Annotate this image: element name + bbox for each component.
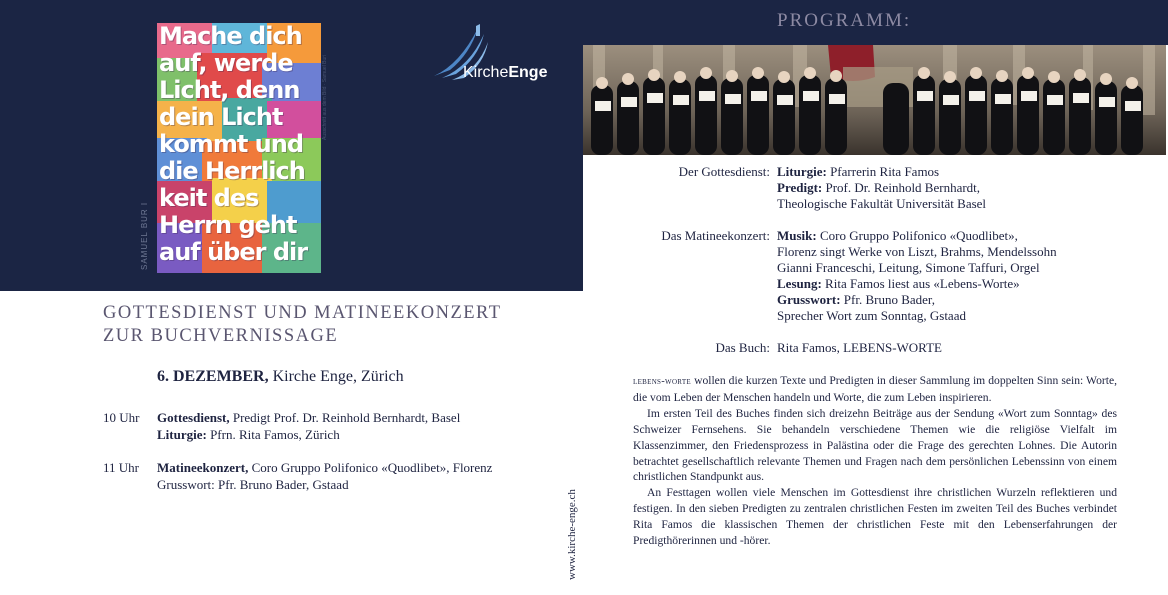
event-date-day: 6. DEZEMBER, — [157, 368, 269, 385]
event-date-venue: Kirche Enge, Zürich — [268, 368, 404, 385]
event-title-line-1: GOTTESDIENST UND MATINEEKONZERT — [103, 303, 502, 323]
cover-lettering-line: Herrn geht — [159, 211, 297, 239]
schedule-2-detail: Coro Gruppo Polifonico «Quodlibet», Florenz — [248, 460, 493, 475]
schedule-1-liturgy-label: Liturgie: — [157, 427, 207, 442]
description-paragraph-1-text: wollen die kurzen Texte und Predigten in dieser Sammlung im doppelten Sinn sein: Worte, die vom Leben der Menschen handeln und Worte, die zum Leben inspirieren. — [633, 374, 1117, 404]
schedule-item-2 — [157, 459, 492, 493]
logo-word-enge: Enge — [508, 64, 548, 81]
website-url[interactable]: www.kirche-enge.ch — [566, 489, 578, 580]
service-label: Der Gottesdienst: — [678, 164, 770, 179]
program-line — [777, 260, 1057, 276]
event-date — [157, 368, 404, 386]
program-line — [777, 164, 986, 180]
cover-lettering-line: kommt und — [159, 130, 303, 158]
schedule-item-1 — [157, 409, 460, 443]
program-line-text: Theologische Fakultät Universität Basel — [777, 196, 987, 211]
description-paragraph-1 — [633, 373, 1117, 406]
program-line — [777, 180, 986, 196]
program-line — [777, 308, 1057, 324]
description-paragraph-3: An Festtagen wollen viele Menschen im Gottesdienst ihre christlichen Wurzeln reflektieren und festigen. In den sieben Predigten zu zentralen christlichen Festen im zweiten Teil des Buches verbindet Rita Famos die klassischen Themen der christlichen Feste mit den Lebenserfahrungen der Predigthörerinnen und -hörer. — [633, 486, 1117, 548]
program-line — [777, 228, 1057, 244]
program-line-label: Predigt: — [777, 180, 823, 195]
event-title-line-2: ZUR BUCHVERNISSAGE — [103, 326, 339, 346]
program-line-label: Lesung: — [777, 276, 822, 291]
service-details — [777, 164, 986, 212]
schedule-2-title: Matineekonzert, — [157, 460, 249, 475]
logo-word-kirche: Kirche — [463, 64, 509, 81]
schedule-1-title: Gottesdienst, — [157, 410, 230, 425]
program-line-text: Prof. Dr. Reinhold Bernhardt, — [822, 180, 981, 195]
book-title-smallcaps: lebens-worte — [633, 376, 692, 387]
schedule-time-2: 11 Uhr — [103, 460, 139, 475]
description-paragraph-2: Im ersten Teil des Buches finden sich dreizehn Beiträge aus der Sendung «Wort zum Sonntag» des Schweizer Fernsehens. Sie behandeln verschiedene Themen wie die religiöse Vielfalt im Klassenzimmer, den Friedensprozess in Palästina oder die Frage des gerechten Lohnes. Die Autorin betrachtet gesellschaftlich relevante Themen und Fragen nach dem persönlichen Lebenssinn von einem christlichen Standpunkt aus. — [633, 406, 1117, 484]
program-line — [777, 244, 1057, 260]
cover-lettering-line: Mache dich — [159, 23, 302, 50]
program-line-text: Rita Famos liest aus «Lebens-Worte» — [821, 276, 1020, 291]
cover-lettering-line: auf, werde — [159, 49, 293, 77]
schedule-1-liturgy: Pfrn. Rita Famos, Zürich — [206, 427, 340, 442]
program-line-text: Sprecher Wort zum Sonntag, Gstaad — [777, 308, 966, 323]
schedule-2-greeting: Grusswort: Pfr. Bruno Bader, Gstaad — [157, 477, 349, 492]
program-title: PROGRAMM: — [777, 10, 912, 31]
book-label: Das Buch: — [715, 340, 770, 355]
concert-details — [777, 228, 1057, 324]
program-line-text: Pfarrerin Rita Famos — [826, 164, 940, 179]
program-line — [777, 276, 1057, 292]
schedule-time-1: 10 Uhr — [103, 410, 140, 425]
cover-lettering — [157, 23, 321, 273]
program-line — [777, 196, 986, 212]
cover-lettering-line: dein Licht — [159, 103, 283, 131]
choir-photo — [583, 45, 1166, 155]
event-title — [103, 302, 502, 348]
program-line-text: Florenz singt Werke von Liszt, Brahms, Mendelssohn — [777, 244, 1057, 259]
program-line-label: Liturgie: — [777, 164, 827, 179]
program-line-label: Grusswort: — [777, 292, 841, 307]
cover-lettering-line: Licht, denn — [159, 76, 300, 104]
program-line — [777, 292, 1057, 308]
concert-label: Das Matineekonzert: — [661, 228, 770, 243]
program-line-text: Coro Gruppo Polifonico «Quodlibet», — [816, 228, 1018, 243]
artist-credit: SAMUEL BUR I — [140, 201, 149, 270]
cover-lettering-line: die Herrlich — [159, 157, 305, 185]
book-title: Rita Famos, LEBENS-WORTE — [777, 340, 942, 355]
book-details — [777, 340, 942, 356]
schedule-1-detail: Predigt Prof. Dr. Reinhold Bernhardt, Basel — [229, 410, 461, 425]
cover-lettering-line: keit des — [159, 184, 259, 212]
program-line-text: Pfr. Bruno Bader, — [840, 292, 935, 307]
cover-side-note: Ausschnitt aus dem Bild · Samuel Buri — [322, 54, 328, 140]
book-description — [633, 373, 1117, 549]
program-line-label: Musik: — [777, 228, 817, 243]
program-line-text: Gianni Franceschi, Leitung, Simone Taffuri, Orgel — [777, 260, 1040, 275]
cover-lettering-line: auf über dir — [159, 238, 308, 266]
cover-artwork — [157, 23, 321, 273]
